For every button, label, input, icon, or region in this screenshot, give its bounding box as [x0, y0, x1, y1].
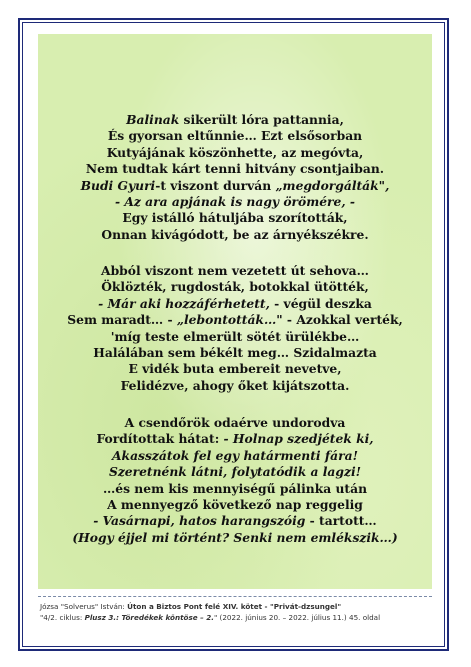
poem-line: E vidék buta embereit nevetve,: [128, 361, 342, 377]
line-text: Sem maradt… -: [67, 312, 177, 328]
cycle-label: "4/2. ciklus:: [40, 613, 85, 622]
poem-line: Kutyájának köszönhette, az megóvta,: [106, 144, 364, 160]
poem-background-panel: [38, 34, 432, 589]
section-title: Plusz 3.: Töredékek köntöse – 2.: [84, 613, 214, 622]
poem-line: Abból viszont nem vezetett út sehova…: [101, 263, 369, 278]
poem-line: 'míg teste elmerült sötét ürülékbe…: [110, 328, 360, 344]
page-footer: [40, 601, 432, 623]
footer-divider: [38, 596, 432, 597]
poem-line: És gyorsan eltűnnie… Ezt elsősorban: [107, 128, 363, 144]
poem-line: [38, 112, 432, 128]
author-name: Józsa "Solverus" István:: [40, 602, 128, 611]
footer-line-2: [40, 612, 432, 623]
poem-line: [38, 431, 432, 447]
poem-line: Öklözték, rugdosták, botokkal ütötték,: [101, 279, 369, 295]
poem-line: A csendőrök odaérve undorodva: [124, 415, 346, 430]
poem-line: Halálában sem békélt meg… Szidalmazta: [93, 345, 377, 361]
poem-line: Nem tudtak kárt tenni hitvány csontjaiban.: [85, 161, 385, 177]
poem-line: [38, 513, 432, 529]
line-text: - Azokkal verték,: [282, 312, 403, 328]
line-text: Fordítottak hátat:: [96, 431, 224, 447]
date-page-info: " (2022. június 20. – 2022. július 11.) 45. oldal: [213, 613, 381, 622]
book-title: Úton a Biztos Pont felé XIV. kötet - "Privát-dzsungel": [127, 602, 342, 611]
line-text: -t viszont durván: [155, 177, 276, 193]
line-text-italic: - Vasárnapi, hatos harangszóig: [93, 513, 306, 529]
poem-line: (Hogy éjjel mi történt? Senki nem emlékszik…): [72, 529, 398, 545]
line-text-italic: - Már aki hozzáférhetett,: [98, 295, 270, 311]
line-text: - végül deszka: [269, 295, 372, 311]
poem-line: [38, 296, 432, 312]
poem-line: …és nem kis mennyiségű pálinka után: [102, 480, 368, 496]
line-text-italic: - Holnap szedjétek ki,: [223, 431, 374, 447]
line-text: sikerült lóra pattannia,: [179, 112, 344, 127]
poem-line: Szeretnénk látni, folytatódik a lagzi!: [108, 464, 362, 480]
poem-line: - Az ara apjának is nagy örömére, -: [114, 194, 356, 210]
footer-line-1: [40, 601, 432, 612]
name-budi-gyuri: Budi Gyuri: [80, 177, 156, 193]
name-balinak: Balinak: [126, 112, 180, 127]
poem-line: Akasszátok fel egy határmenti fára!: [112, 447, 358, 463]
poem-line: A mennyegző következő nap reggelig: [107, 497, 363, 513]
line-text: - tartott…: [305, 513, 377, 529]
quoted-word: „lebontották…": [176, 312, 283, 328]
poem-line: [38, 178, 432, 194]
quoted-word: „megdorgálták",: [275, 177, 390, 193]
poem-line: Onnan kivágódott, be az árnyékszékre.: [101, 226, 369, 242]
poem-line: Felidézve, ahogy őket kijátszotta.: [120, 377, 350, 393]
stanza-1: [38, 112, 432, 243]
stanza-3: [38, 415, 432, 546]
poem-line: Egy istálló hátuljába szorították,: [122, 210, 348, 226]
poem-line: [38, 312, 432, 328]
stanza-2: [38, 263, 432, 394]
